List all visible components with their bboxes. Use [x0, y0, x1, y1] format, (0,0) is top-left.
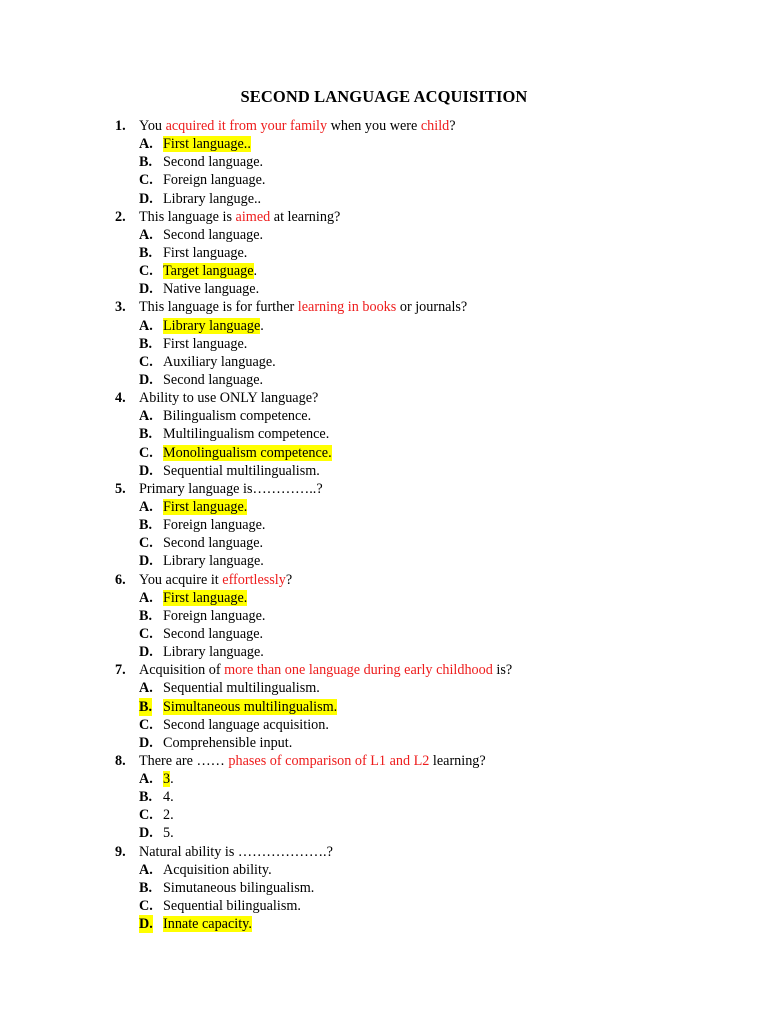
option-letter: B.	[139, 244, 153, 261]
option-text-segment: 2.	[163, 807, 174, 824]
highlighted-answer: Simultaneous multilingualism.	[163, 698, 338, 715]
answer-option	[0, 262, 768, 280]
question-line	[0, 208, 768, 226]
answer-option	[0, 353, 768, 371]
option-text	[163, 190, 261, 208]
option-text	[163, 625, 263, 643]
option-letter: D.	[139, 371, 153, 388]
option-letter: C.	[139, 716, 153, 733]
option-text	[163, 153, 263, 171]
option-letter: A.	[139, 226, 153, 243]
answer-option	[0, 371, 768, 389]
question-text-segment: ?	[449, 118, 456, 134]
option-text-segment: Auxiliary language.	[163, 353, 276, 370]
option-text-segment: 4.	[163, 789, 174, 806]
answer-option	[0, 462, 768, 480]
option-text	[163, 425, 329, 443]
option-text	[163, 498, 247, 516]
highlighted-answer: Target language	[163, 263, 254, 280]
question-text	[139, 661, 512, 679]
option-letter: A.	[139, 498, 153, 515]
option-text	[163, 171, 265, 189]
highlighted-answer: Innate capacity.	[163, 916, 252, 933]
question-number: 6.	[115, 571, 126, 588]
option-text-segment: Bilingualism competence.	[163, 408, 312, 425]
question-text-segment: Acquisition of	[139, 662, 225, 679]
option-text	[163, 915, 252, 933]
option-text-segment: Second language acquisition.	[163, 716, 329, 733]
question-number: 3.	[115, 299, 126, 316]
question-line	[0, 389, 768, 407]
option-text-segment: Foreign language.	[163, 607, 266, 624]
answer-option	[0, 734, 768, 752]
option-text-segment: Second language.	[163, 371, 264, 388]
question-text	[139, 208, 340, 226]
option-text	[163, 262, 257, 280]
question-text	[139, 117, 456, 135]
option-text	[163, 135, 251, 153]
highlighted-answer: 3	[163, 771, 171, 788]
answer-option	[0, 135, 768, 153]
answer-option	[0, 897, 768, 915]
page-title: SECOND LANGUAGE ACQUISITION	[240, 87, 528, 106]
option-letter: B.	[139, 607, 153, 624]
option-text-segment: Foreign language.	[163, 517, 266, 534]
option-text	[163, 335, 247, 353]
question-number: 4.	[115, 390, 126, 407]
option-text	[163, 806, 174, 824]
answer-option	[0, 770, 768, 788]
option-letter: B.	[139, 426, 153, 443]
option-text-segment: Library languge..	[163, 190, 262, 207]
option-text	[163, 552, 264, 570]
option-text	[163, 734, 292, 752]
question-text-segment: ?	[285, 571, 293, 588]
emphasized-phrase: acquired it from your family	[165, 118, 328, 134]
option-letter: D.	[139, 462, 153, 479]
question-line	[0, 843, 768, 861]
question-line	[0, 571, 768, 589]
question-line	[0, 298, 768, 316]
option-letter: A.	[139, 408, 153, 425]
option-text-segment: Second language.	[163, 154, 264, 171]
option-text	[163, 607, 265, 625]
answer-option	[0, 280, 768, 298]
emphasized-phrase: learning in books	[297, 299, 397, 316]
option-letter: D.	[139, 734, 153, 751]
option-letter: B.	[139, 789, 153, 806]
option-text-segment: Second language.	[163, 226, 264, 243]
question-line	[0, 480, 768, 498]
option-letter: D.	[139, 553, 153, 570]
option-letter: A.	[139, 771, 153, 788]
answer-option	[0, 244, 768, 262]
answer-option	[0, 679, 768, 697]
option-text	[163, 824, 174, 842]
option-letter: D.	[139, 825, 153, 842]
question-text	[139, 843, 333, 861]
question-text-segment: This language is for further	[139, 299, 298, 316]
option-letter: B.	[139, 335, 153, 352]
option-text	[163, 879, 314, 897]
answer-option	[0, 425, 768, 443]
question-text-segment: learning?	[429, 752, 486, 769]
option-letter: C.	[139, 898, 153, 915]
emphasized-phrase: aimed	[235, 208, 271, 225]
question-number: 1.	[115, 118, 126, 134]
option-letter: C.	[139, 263, 153, 280]
option-text	[163, 371, 263, 389]
answer-option	[0, 552, 768, 570]
option-text-segment: First language.	[163, 335, 248, 352]
option-text	[163, 716, 329, 734]
answer-option	[0, 317, 768, 335]
option-letter: D.	[139, 190, 153, 207]
option-letter: C.	[139, 353, 153, 370]
question-text	[139, 752, 486, 770]
option-letter: C.	[139, 535, 153, 552]
answer-option	[0, 498, 768, 516]
option-text	[163, 226, 263, 244]
option-text	[163, 861, 272, 879]
option-letter: B.	[139, 879, 153, 896]
option-text-segment: Sequential multilingualism.	[163, 680, 320, 697]
highlighted-answer: Library language	[163, 317, 261, 334]
question-line	[0, 661, 768, 679]
answer-option	[0, 607, 768, 625]
option-text	[163, 679, 320, 697]
question-text-segment: Natural ability is ……………….?	[139, 843, 333, 860]
option-letter: A.	[139, 317, 153, 334]
option-text-segment: First language.	[163, 244, 248, 261]
option-text-segment: Simutaneous bilingualism.	[163, 879, 315, 896]
question-text-segment: This language is	[139, 208, 236, 225]
option-text-segment: Library language.	[163, 644, 264, 661]
emphasized-phrase: effortlessly	[222, 571, 286, 588]
highlighted-answer: First language.	[163, 589, 248, 606]
option-text	[163, 244, 247, 262]
option-text-segment: .	[253, 263, 258, 280]
option-text	[163, 516, 265, 534]
answer-option	[0, 335, 768, 353]
answer-option	[0, 190, 768, 208]
option-text-segment: Multilingualism competence.	[163, 426, 330, 443]
answer-option	[0, 226, 768, 244]
option-text-segment: 5.	[163, 825, 174, 842]
option-letter: C.	[139, 444, 153, 461]
option-letter: D.	[139, 916, 153, 933]
answer-option	[0, 407, 768, 425]
option-text	[163, 444, 332, 462]
option-letter: C.	[139, 625, 153, 642]
question-list	[0, 117, 768, 933]
answer-option	[0, 625, 768, 643]
question-line	[0, 117, 768, 135]
option-text	[163, 353, 276, 371]
option-letter: D.	[139, 281, 153, 298]
answer-option	[0, 589, 768, 607]
option-text	[163, 407, 311, 425]
option-text-segment: Comprehensible input.	[163, 734, 293, 751]
option-text-segment: Native language.	[163, 281, 260, 298]
question-number: 7.	[115, 662, 126, 679]
question-text-segment: You acquire it	[139, 571, 223, 588]
option-text-segment: .	[170, 771, 174, 788]
highlighted-answer: Monolingualism competence.	[163, 444, 332, 461]
question-number: 8.	[115, 752, 126, 769]
answer-option	[0, 716, 768, 734]
answer-option	[0, 516, 768, 534]
question-text-segment: Primary language is…………..?	[139, 480, 323, 497]
question-text	[139, 571, 292, 589]
option-text-segment: Foreign language.	[163, 172, 266, 189]
option-text	[163, 643, 264, 661]
question-text-segment: is?	[492, 662, 513, 679]
option-text	[163, 280, 259, 298]
question-text-segment: Ability to use ONLY language?	[139, 390, 319, 407]
question-text-segment: There are ……	[139, 752, 229, 769]
question-line	[0, 752, 768, 770]
question-text-segment: or journals?	[396, 299, 468, 316]
answer-option	[0, 788, 768, 806]
option-text-segment: Library language.	[163, 553, 264, 570]
option-letter: A.	[139, 861, 153, 878]
question-number: 9.	[115, 843, 126, 860]
question-number: 2.	[115, 208, 126, 225]
option-letter: A.	[139, 589, 153, 606]
answer-option	[0, 534, 768, 552]
option-text-segment: Sequential multilingualism.	[163, 462, 320, 479]
answer-option	[0, 171, 768, 189]
answer-option	[0, 824, 768, 842]
question-text	[139, 389, 318, 407]
question-number: 5.	[115, 480, 126, 497]
option-text	[163, 589, 247, 607]
option-letter: B.	[139, 517, 153, 534]
answer-option	[0, 915, 768, 933]
emphasized-phrase: more than one language during early childhood	[224, 662, 493, 679]
question-text	[139, 480, 323, 498]
answer-option	[0, 153, 768, 171]
answer-option	[0, 643, 768, 661]
highlighted-answer: First language.	[163, 498, 248, 515]
question-text	[139, 298, 467, 316]
answer-option	[0, 861, 768, 879]
option-text-segment: .	[260, 317, 264, 334]
answer-option	[0, 806, 768, 824]
option-letter: A.	[139, 680, 153, 697]
emphasized-phrase: phases of comparison of L1 and L2	[228, 752, 430, 769]
option-text-segment: Second language.	[163, 535, 264, 552]
option-letter: A.	[139, 136, 153, 153]
answer-option	[0, 444, 768, 462]
option-letter: C.	[139, 172, 153, 189]
emphasized-phrase: child	[420, 118, 450, 134]
question-text-segment: You	[139, 118, 166, 134]
highlighted-answer: First language..	[163, 136, 251, 153]
option-letter: B.	[139, 698, 153, 715]
option-text-segment: Second language.	[163, 625, 264, 642]
option-text	[163, 698, 337, 716]
option-text	[163, 534, 263, 552]
question-text-segment: when you were	[327, 118, 421, 134]
option-letter: B.	[139, 154, 153, 171]
answer-option	[0, 879, 768, 897]
answer-option	[0, 698, 768, 716]
option-text	[163, 317, 264, 335]
option-text	[163, 462, 320, 480]
option-text-segment: Sequential bilingualism.	[163, 898, 301, 915]
question-text-segment: at learning?	[270, 208, 341, 225]
option-text	[163, 897, 301, 915]
option-text-segment: Acquisition ability.	[163, 861, 272, 878]
option-text	[163, 770, 174, 788]
option-letter: C.	[139, 807, 153, 824]
option-letter: D.	[139, 644, 153, 661]
option-text	[163, 788, 174, 806]
